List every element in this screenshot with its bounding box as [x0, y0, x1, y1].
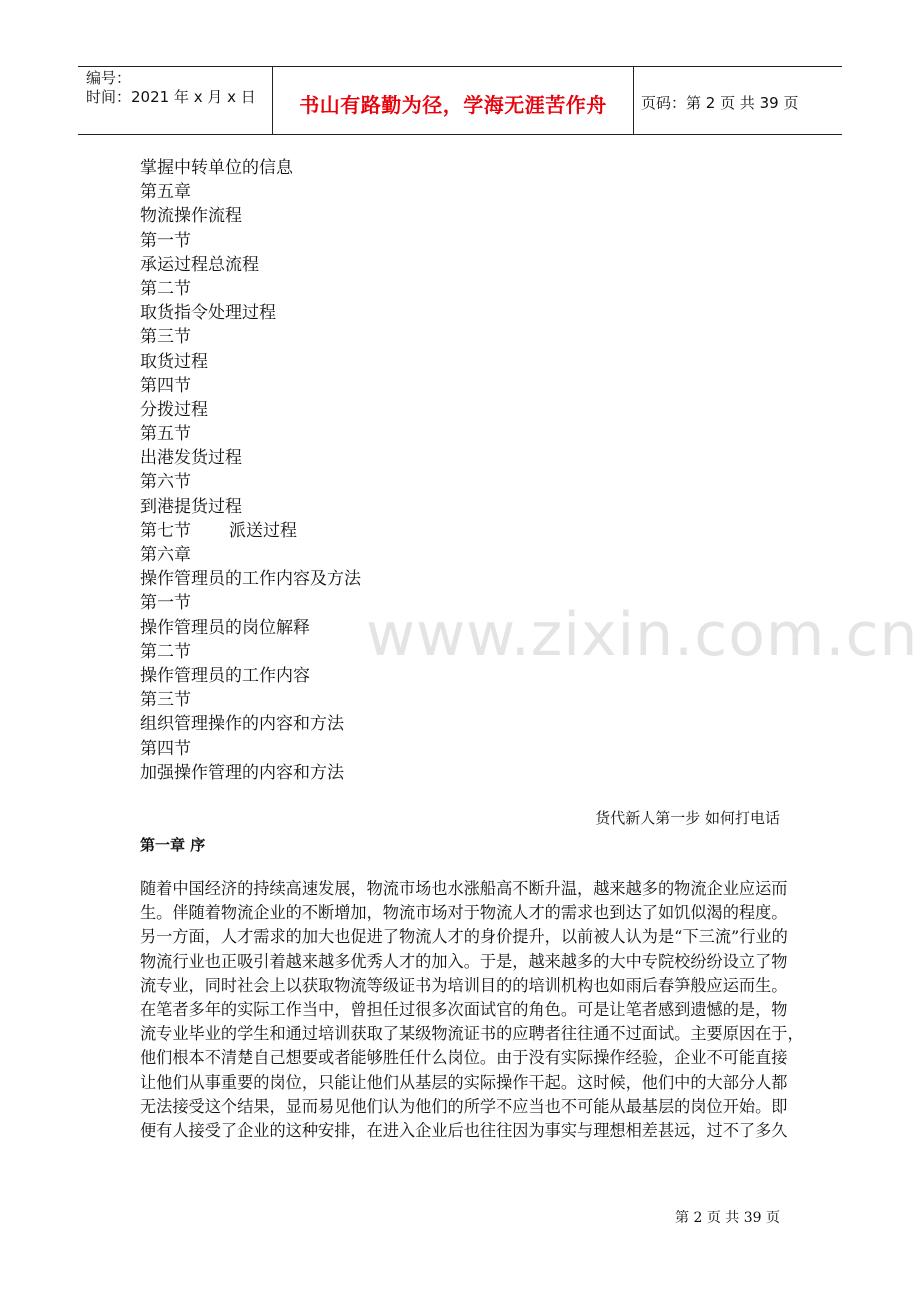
body-line: 生。伴随着物流企业的不断增加，物流市场对于物流人才的需求也到达了如饥似渴的程度。: [140, 903, 788, 923]
toc-item: 出港发货过程: [140, 448, 242, 469]
body-line: 另一方面，人才需求的加大也促进了物流人才的身价提升，以前被人认为是“下三流”行业的: [140, 927, 788, 947]
toc-item: 第一节: [140, 230, 191, 251]
toc-item: 第二节: [140, 641, 191, 662]
toc-item: 第七节: [140, 520, 191, 541]
header-motto: 书山有路勤为径，学海无涯苦作舟: [299, 93, 607, 117]
toc-item: 第五节: [140, 424, 191, 445]
toc-item: 第三节: [140, 327, 191, 348]
document-header: [78, 66, 842, 135]
header-divider: [633, 67, 634, 134]
header-meta: [86, 69, 272, 107]
body-line: 随着中国经济的持续高速发展，物流市场也水涨船高不断升温，越来越多的物流企业应运而: [140, 879, 788, 898]
serial-label: 编号：: [86, 69, 132, 87]
toc-item: 操作管理员的岗位解释: [140, 617, 310, 638]
body-line: 在笔者多年的实际工作当中，曾担任过很多次面试官的角色。可是让笔者感到遗憾的是，物: [140, 1000, 788, 1020]
toc-item: 第五章: [140, 182, 191, 203]
toc-item: 第一节: [140, 593, 191, 614]
page-footer: 第 2 页 共 39 页: [675, 1210, 780, 1226]
toc-item: 分拨过程: [140, 399, 208, 420]
body-line: 让他们从事重要的岗位，只能让他们从基层的实际操作干起。这时候，他们中的大部分人都: [140, 1072, 788, 1092]
body-line: 便有人接受了企业的这种安排，在进入企业后也往往因为事实与理想相差甚远，过不了多久: [140, 1121, 788, 1141]
toc-item: 操作管理员的工作内容: [140, 665, 310, 686]
table-of-contents: [140, 156, 361, 785]
body-line: 他们根本不清楚自己想要或者能够胜任什么岗位。由于没有实际操作经验，企业不可能直接: [140, 1048, 788, 1068]
body-line: 流专业毕业的学生和通过培训获取了某级物流证书的应聘者往往通不过面试。主要原因在于，: [140, 1024, 804, 1044]
chapter-heading: 第一章 序: [140, 836, 206, 854]
body-line: 物流行业也正吸引着越来越多优秀人才的加入。于是，越来越多的大中专院校纷纷设立了物: [140, 951, 788, 971]
toc-item: 到港提货过程: [140, 496, 242, 517]
toc-item: 组织管理操作的内容和方法: [140, 714, 344, 735]
toc-item: 操作管理员的工作内容及方法: [140, 569, 361, 590]
toc-item: 派送过程: [229, 520, 297, 541]
toc-item: 加强操作管理的内容和方法: [140, 762, 344, 783]
body-line: 无法接受这个结果，显而易见他们认为他们的所学不应当也不可能从最基层的岗位开始。即: [140, 1096, 788, 1116]
section-note: 货代新人第一步 如何打电话: [595, 809, 780, 827]
toc-item: 取货过程: [140, 351, 208, 372]
toc-item: 取货指令处理过程: [140, 303, 276, 324]
body-line: 流专业，同时社会上以获取物流等级证书为培训目的的培训机构也如雨后春笋般应运而生。: [140, 975, 788, 995]
toc-item: 第二节: [140, 278, 191, 299]
toc-item: 第六节: [140, 472, 191, 493]
watermark: www.zixin.com.cn: [366, 600, 919, 670]
toc-item: 第六章: [140, 545, 191, 565]
toc-item: 第四节: [140, 738, 191, 759]
toc-item: 第四节: [140, 375, 191, 396]
toc-item: 物流操作流程: [140, 206, 242, 227]
toc-item: 第三节: [140, 690, 191, 711]
header-page-info: 页码：第 2 页 共 39 页: [641, 94, 799, 112]
toc-item-row: [140, 519, 361, 543]
date-label: 时间：2021 年 x 月 x 日: [86, 88, 256, 106]
body-paragraph: [140, 877, 804, 1143]
toc-item: 掌握中转单位的信息: [140, 158, 293, 178]
toc-item: 承运过程总流程: [140, 254, 259, 275]
